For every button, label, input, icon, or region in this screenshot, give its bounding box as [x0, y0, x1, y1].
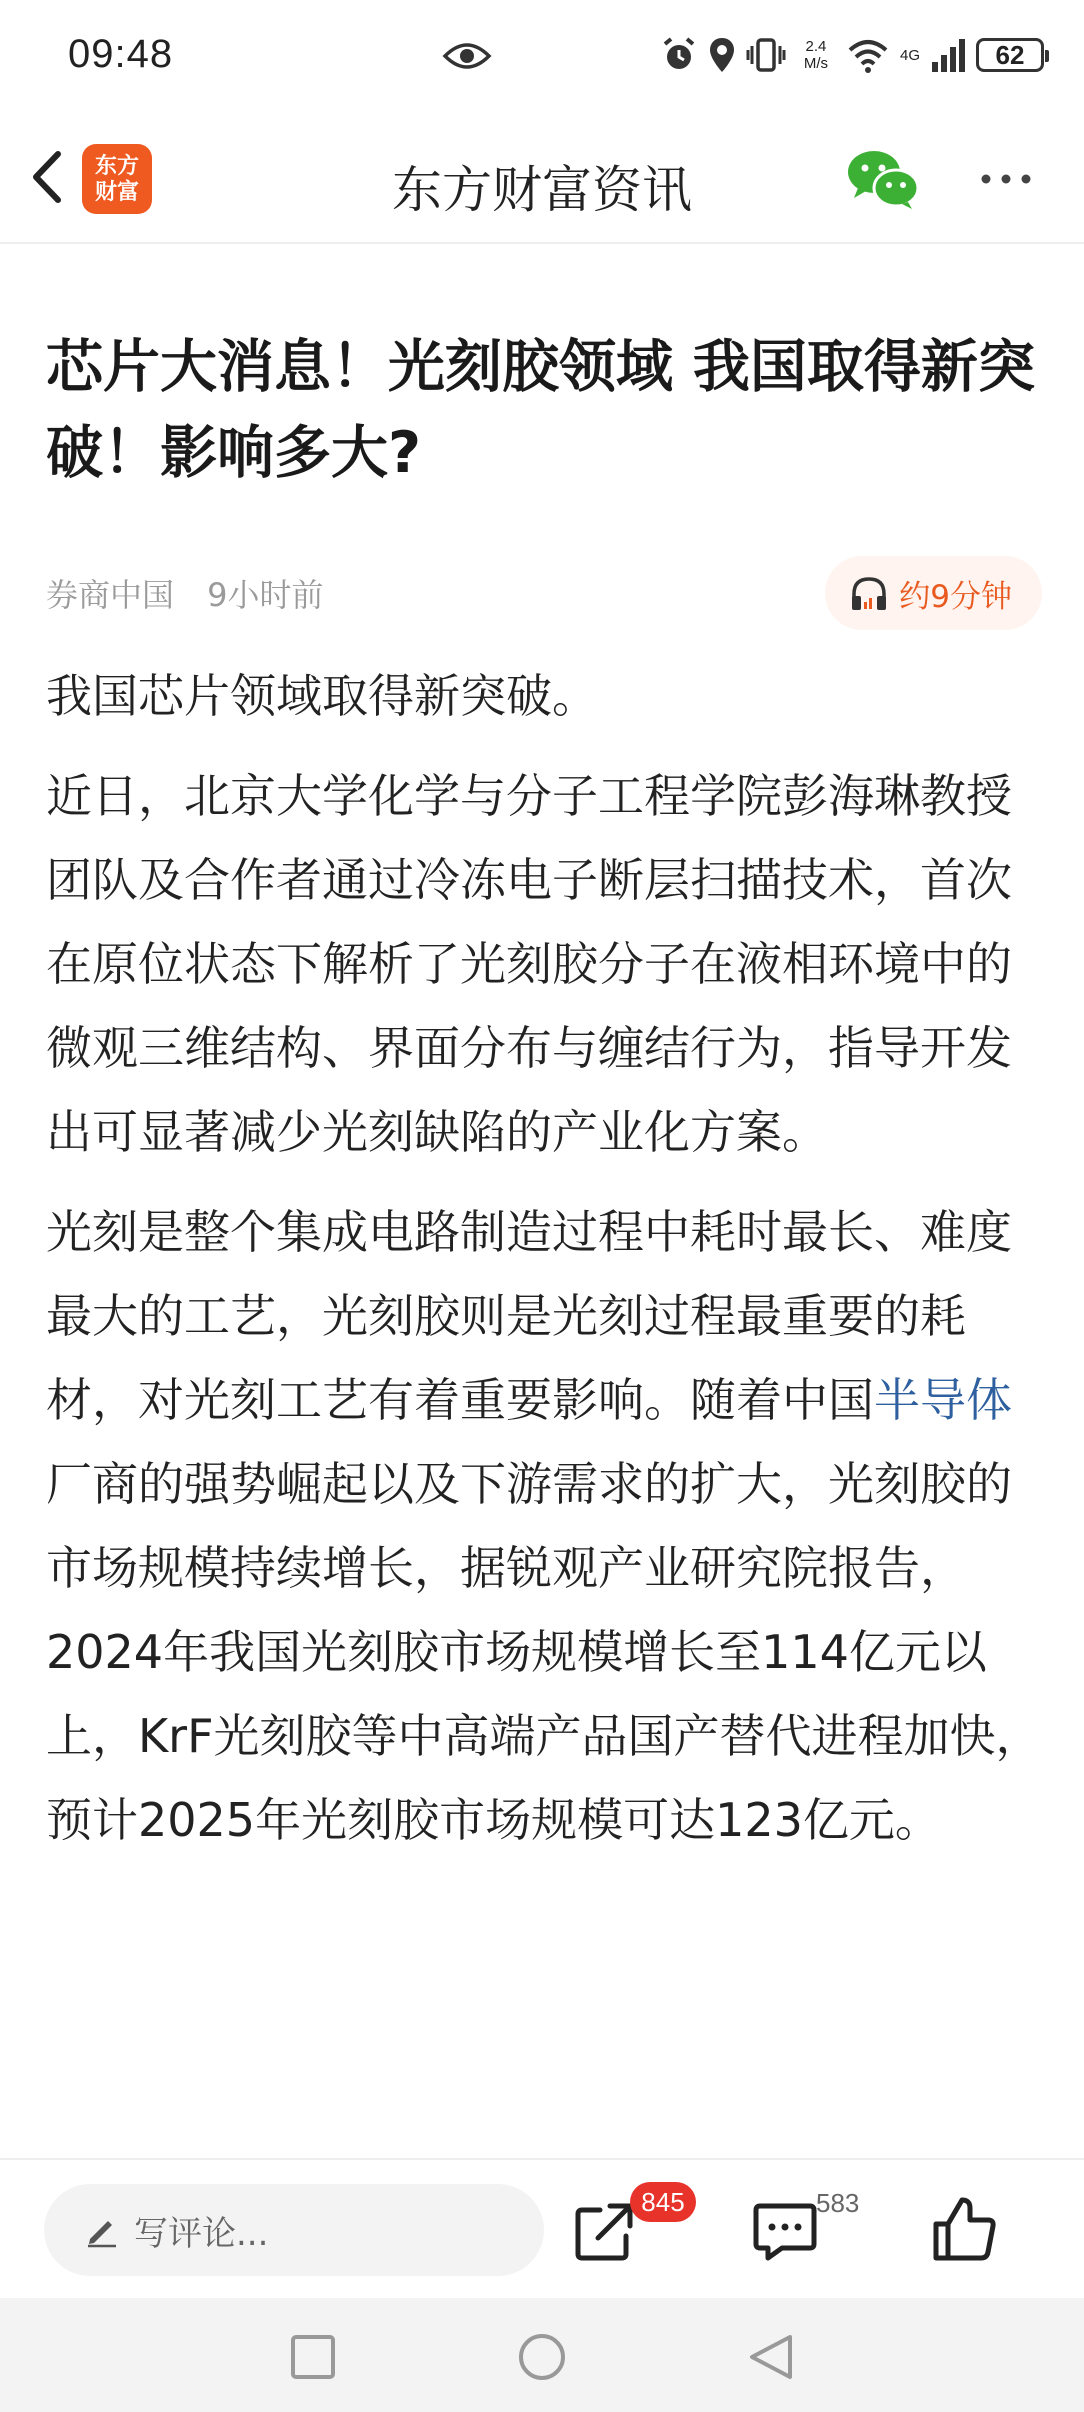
page-title: 东方财富资讯: [392, 161, 692, 219]
listen-duration: 约9分钟: [899, 578, 1012, 615]
headphones-icon: [849, 574, 889, 612]
share-count-badge: 845: [630, 2182, 696, 2222]
location-icon: [708, 36, 736, 74]
paragraph-3-text-before: 光刻是整个集成电路制造过程中耗时最长、难度最大的工艺，光刻胶则是光刻过程最重要的耗材，对光刻工艺有着重要影响。随着中国: [46, 1205, 1012, 1427]
article-paragraph-3: [46, 1190, 1042, 1862]
article-paragraph-2: 近日，北京大学化学与分子工程学院彭海琳教授团队及合作者通过冷冻电子断层扫描技术，首次在原位状态下解析了光刻胶分子在液相环境中的微观三维结构、界面分布与缠结行为，指导开发出可显著减少光刻缺陷的产业化方案。: [46, 769, 1012, 1159]
network-type: 4G: [899, 46, 920, 64]
home-icon[interactable]: [517, 2332, 567, 2382]
comment-placeholder: 写评论...: [134, 2213, 269, 2254]
comment-icon[interactable]: [752, 2200, 818, 2264]
article-time: 9小时前: [207, 576, 324, 614]
pencil-icon: [84, 2212, 120, 2248]
eye-icon: [442, 38, 492, 74]
article-source[interactable]: 券商中国: [46, 576, 175, 614]
status-time: 09:48: [68, 32, 174, 76]
status-icons: [660, 30, 1044, 80]
system-nav-bar: [0, 2298, 1084, 2412]
recent-apps-icon[interactable]: [288, 2332, 338, 2382]
logo-text-line2: 财富: [94, 179, 139, 205]
comment-input[interactable]: [44, 2184, 544, 2276]
signal-icon: [930, 36, 966, 74]
article-paragraph-1: 我国芯片领域取得新突破。: [46, 669, 598, 723]
listen-button[interactable]: [825, 556, 1042, 630]
battery-icon: [976, 38, 1044, 72]
share-icon[interactable]: [570, 2196, 640, 2266]
app-header: [0, 110, 1084, 244]
vibrate-icon: [746, 36, 786, 74]
wifi-icon: [846, 36, 890, 74]
more-icon[interactable]: [976, 154, 1036, 204]
network-speed: [796, 38, 836, 72]
bottom-action-bar: [0, 2158, 1084, 2298]
like-icon[interactable]: [932, 2196, 998, 2262]
comment-count: 583: [816, 2188, 860, 2218]
status-bar: [0, 0, 1084, 110]
speed-unit: M/s: [803, 55, 829, 72]
battery-level: 62: [995, 39, 1025, 70]
speed-value: 2.4: [805, 38, 827, 55]
logo-text-line1: 东方: [94, 153, 139, 179]
semiconductor-link[interactable]: 半导体: [874, 1373, 1012, 1427]
article-title: 芯片大消息！光刻胶领域 我国取得新突破！影响多大?: [46, 334, 1035, 486]
article-meta: [46, 556, 1042, 634]
paragraph-3-text-after: 厂商的强势崛起以及下游需求的扩大，光刻胶的市场规模持续增长，据锐观产业研究院报告，2024年我国光刻胶市场规模增长至114亿元以上，KrF光刻胶等中高端产品国产替代进程加快，预计2025年光刻胶市场规模可达123亿元。: [46, 1457, 1042, 1847]
back-nav-icon[interactable]: [746, 2332, 796, 2382]
article: [46, 244, 1042, 1862]
alarm-icon: [660, 36, 698, 74]
wechat-icon[interactable]: [846, 148, 920, 210]
